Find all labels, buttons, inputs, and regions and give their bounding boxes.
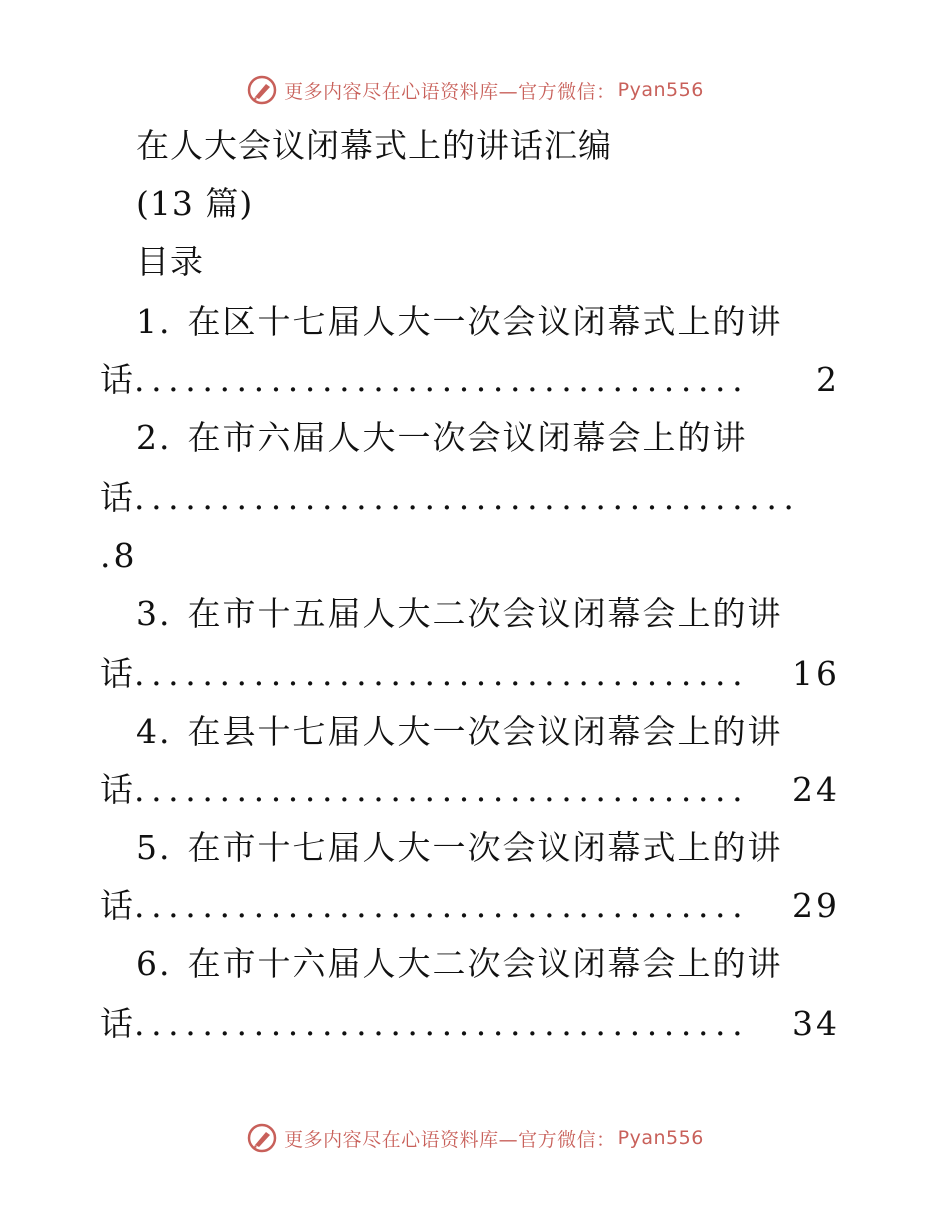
toc-item-page: 29 bbox=[792, 886, 840, 925]
toc-item-title[interactable] bbox=[136, 712, 783, 752]
watermark-wechat-id: Pyan556 bbox=[617, 79, 704, 101]
document-title: 在人大会议闭幕式上的讲话汇编 bbox=[136, 126, 612, 165]
toc-item-title[interactable] bbox=[136, 944, 783, 984]
toc-item-page: 34 bbox=[792, 1004, 840, 1043]
toc-item-text: 在市十七届人大一次会议闭幕式上的讲 bbox=[187, 828, 783, 867]
toc-item-leader[interactable] bbox=[100, 360, 840, 400]
toc-item-number: 5. bbox=[136, 828, 172, 867]
watermark-text: 更多内容尽在心语资料库—官方微信： bbox=[284, 80, 616, 103]
toc-item-dots: .................................... bbox=[134, 360, 750, 399]
toc-item-leader[interactable] bbox=[100, 1004, 840, 1044]
toc-item-number: 6. bbox=[136, 944, 172, 983]
watermark-text: 更多内容尽在心语资料库—官方微信： bbox=[284, 1128, 616, 1151]
toc-item-title[interactable] bbox=[136, 594, 783, 634]
toc-item-tail: 话 bbox=[100, 1004, 134, 1043]
toc-item-number: 2. bbox=[136, 418, 172, 457]
toc-item-page[interactable]: .8 bbox=[100, 536, 138, 575]
toc-item-tail: 话 bbox=[100, 654, 134, 693]
toc-item-number: 1. bbox=[136, 302, 172, 341]
toc-item-dots: .................................... bbox=[134, 1004, 750, 1043]
toc-item-leader[interactable] bbox=[100, 654, 840, 694]
toc-item-tail: 话 bbox=[100, 886, 134, 925]
toc-item-leader[interactable] bbox=[100, 478, 840, 518]
toc-item-text: 在区十七届人大一次会议闭幕式上的讲 bbox=[187, 302, 783, 341]
toc-item-title[interactable] bbox=[136, 302, 783, 342]
toc-item-page: 16 bbox=[792, 654, 840, 693]
toc-item-dots: ....................................... bbox=[134, 478, 801, 517]
toc-item-text: 在市十五届人大二次会议闭幕会上的讲 bbox=[187, 594, 783, 633]
header-watermark bbox=[0, 70, 950, 110]
toc-item-tail: 话 bbox=[100, 770, 134, 809]
pen-logo-icon bbox=[246, 74, 278, 106]
toc-item-number: 3. bbox=[136, 594, 172, 633]
toc-item-page: 24 bbox=[792, 770, 840, 809]
document-count: (13 篇) bbox=[136, 184, 254, 223]
toc-item-dots: .................................... bbox=[134, 886, 750, 925]
toc-item-dots: .................................... bbox=[134, 770, 750, 809]
toc-item-text: 在市六届人大一次会议闭幕会上的讲 bbox=[187, 418, 748, 457]
toc-item-text: 在市十六届人大二次会议闭幕会上的讲 bbox=[187, 944, 783, 983]
toc-item-tail: 话 bbox=[100, 360, 134, 399]
toc-item-dots: .................................... bbox=[134, 654, 750, 693]
watermark-wechat-id: Pyan556 bbox=[617, 1127, 704, 1149]
toc-item-title[interactable] bbox=[136, 418, 748, 458]
toc-item-title[interactable] bbox=[136, 828, 783, 868]
toc-item-leader[interactable] bbox=[100, 886, 840, 926]
toc-item-number: 4. bbox=[136, 712, 172, 751]
toc-heading: 目录 bbox=[136, 242, 204, 281]
toc-item-page: 2 bbox=[816, 360, 840, 399]
toc-item-tail: 话 bbox=[100, 478, 134, 517]
toc-item-leader[interactable] bbox=[100, 770, 840, 810]
toc-item-text: 在县十七届人大一次会议闭幕会上的讲 bbox=[187, 712, 783, 751]
footer-watermark bbox=[0, 1118, 950, 1158]
pen-logo-icon bbox=[246, 1122, 278, 1154]
